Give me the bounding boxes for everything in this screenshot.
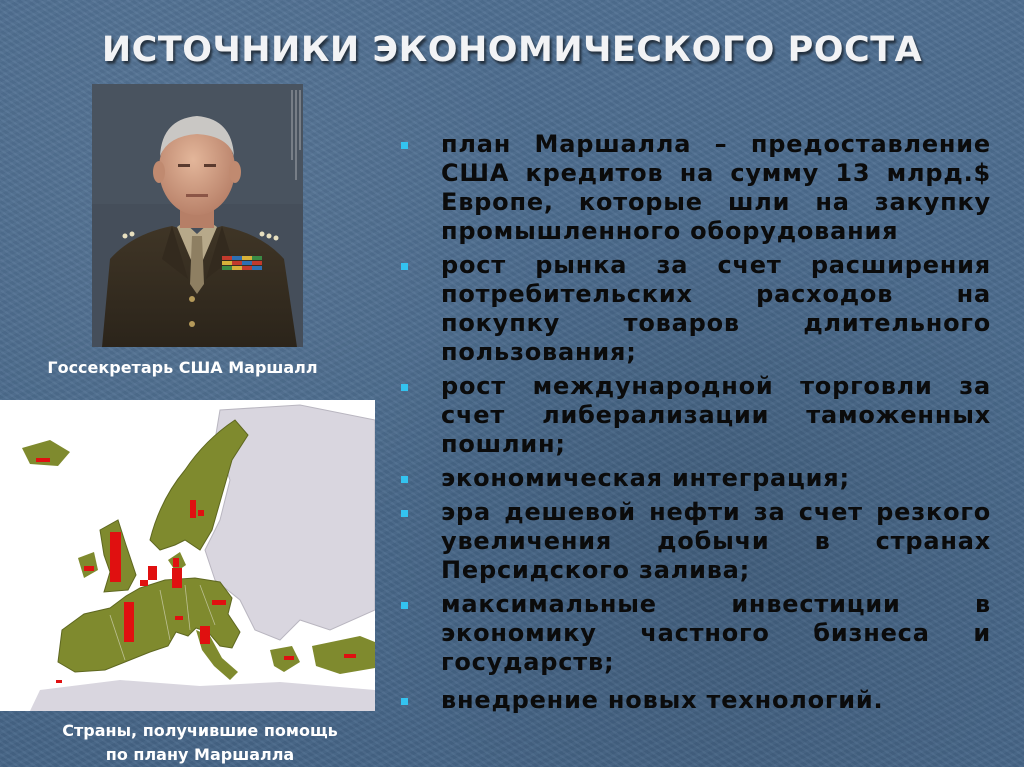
bullet-text: экономическая интеграция; xyxy=(441,464,850,492)
aid-bar-austria xyxy=(212,600,226,605)
aid-bar-ireland xyxy=(84,566,94,571)
aid-bar-switzerland xyxy=(175,616,183,620)
bullet-square-icon xyxy=(401,698,408,705)
aid-bar-netherlands xyxy=(148,566,157,580)
slide-title: ИСТОЧНИКИ ЭКОНОМИЧЕСКОГО РОСТА xyxy=(101,30,923,70)
bullet-square-icon xyxy=(401,602,408,609)
bullet-text: план Маршалла – предоставление США кредитов на сумму 13 млрд.$ Европе, которые шли на закупку промышленного оборудования xyxy=(441,130,991,245)
aid-bar-germany xyxy=(172,568,182,588)
growth-sources-list xyxy=(401,130,991,720)
aid-bar-italy xyxy=(200,626,210,644)
europe-map-illustration xyxy=(0,400,375,711)
bullet-square-icon xyxy=(401,510,408,517)
aid-bar-uk xyxy=(110,532,121,582)
list-item xyxy=(401,372,991,459)
bullet-text: эра дешевой нефти за счет резкого увеличения добычи в странах Персидского залива; xyxy=(441,498,991,584)
marshall-plan-map xyxy=(0,400,375,711)
aid-bar-turkey xyxy=(344,654,356,658)
bullet-text: внедрение новых технологий. xyxy=(441,686,884,714)
list-item xyxy=(401,590,991,677)
marshall-portrait xyxy=(92,84,303,347)
bullet-square-icon xyxy=(401,263,408,270)
aid-bar-denmark xyxy=(173,558,179,567)
bullet-square-icon xyxy=(401,476,408,483)
aid-bar-iceland xyxy=(36,458,50,462)
aid-bar-norway xyxy=(190,500,196,518)
map-caption-line2: по плану Маршалла xyxy=(105,745,295,764)
bullet-square-icon xyxy=(401,142,408,149)
bullet-text: рост рынка за счет расширения потребительских расходов на покупку товаров длительного пользования; xyxy=(441,251,991,366)
bullet-square-icon xyxy=(401,384,408,391)
aid-bar-belgium xyxy=(140,580,148,586)
list-item xyxy=(401,464,991,493)
aid-bar-sweden xyxy=(198,510,204,516)
aid-bar-greece xyxy=(284,656,294,660)
bullet-text: рост международной торговли за счет либерализации таможенных пошлин; xyxy=(441,372,991,458)
map-caption-line1: Страны, получившие помощь xyxy=(62,721,338,740)
portrait-illustration xyxy=(92,84,303,347)
list-item xyxy=(401,130,991,246)
portrait-caption: Госсекретарь США Маршалл xyxy=(47,358,318,377)
map-caption xyxy=(30,719,370,767)
list-item xyxy=(401,251,991,367)
list-item xyxy=(401,498,991,585)
aid-bar-france xyxy=(124,602,134,642)
list-item xyxy=(401,686,991,715)
aid-bar-portugal xyxy=(56,680,62,683)
bullet-text: максимальные инвестиции в экономику частного бизнеса и государств; xyxy=(441,590,991,676)
